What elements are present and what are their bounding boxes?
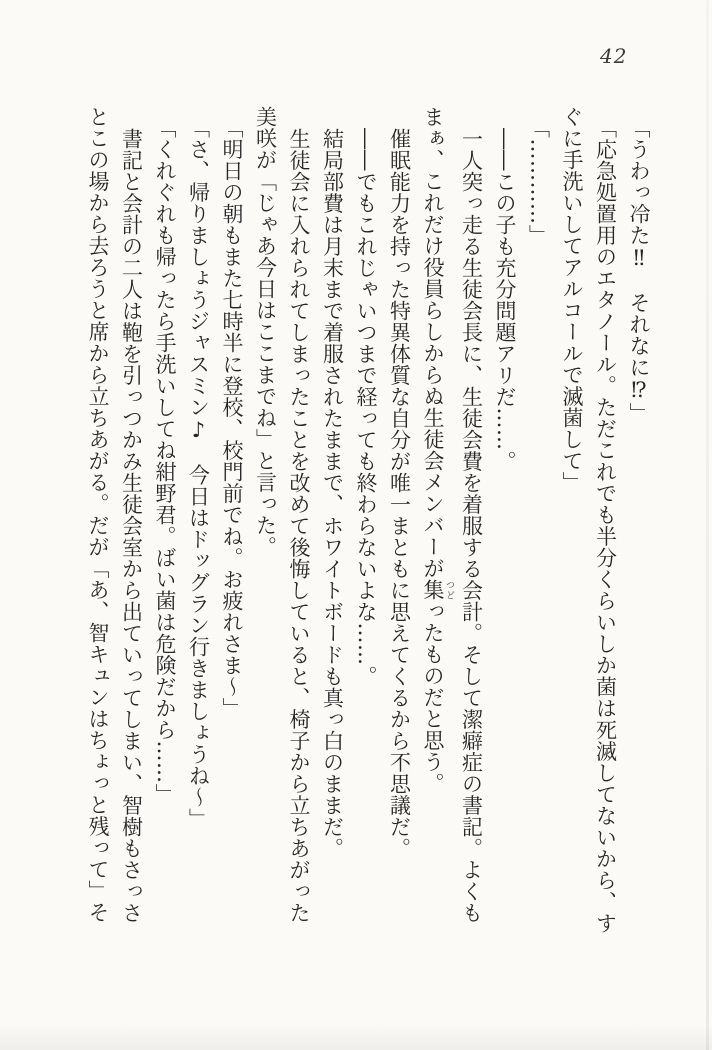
text-line: 一人突っ走る生徒会長に、生徒会費を着服する会計。そして潔癖症の書記。よくも: [459, 128, 484, 924]
page-edge-shadow: [706, 0, 709, 1050]
text-line: とこの場から去ろうと席から立ちあがる。だが「あ、智キュンはちょっと残って」そ: [86, 106, 110, 923]
page-number: 42: [600, 44, 628, 68]
text-line: ぐに手洗いしてアルコールで滅菌して」: [560, 106, 584, 493]
text-line: 美咲が「じゃあ今日はここまでね」と言った。: [253, 106, 278, 558]
text-line: 結局部費は月末まで着服されたままで、ホワイトボードも真っ白のままだ。: [320, 128, 345, 859]
vertical-text-block: [81, 106, 656, 951]
page-bottom-shade: [0, 1024, 712, 1050]
text-line: 「うわっ冷た‼ それなに⁉」: [627, 117, 651, 424]
text-line: まぁ、これだけ役員らしからぬ生徒会メンバーが集 つどったものだと思う。: [421, 106, 454, 794]
text-line: 「さ、帰りましょうジャスミン♪ 今日はドッグラン行きましょうね〜」: [186, 117, 211, 830]
text-line: 催眠能力を持った特異体質な自分が唯一まともに思えてくるから不思議だ。: [387, 128, 412, 859]
text-line: 「くれぐれも帰ったら手洗いしてね紺野君。ばい菌は危険だから……」: [153, 117, 177, 805]
text-line: 書記と会計の二人は鞄を引っつかみ生徒会室から出ていってしまい、智樹もさっさ: [119, 128, 144, 924]
text-line: ――でもこれじゃいつまで経っても終わらないよな……。: [354, 128, 378, 687]
text-line: 「…………」: [526, 117, 551, 246]
ruby-annotated-word: 集 つど: [421, 579, 454, 601]
text-line: ――この子も充分問題アリだ……。: [493, 128, 517, 472]
text-line: 「応急処置用のエタノール。ただこれでも半分くらいしか菌は死滅してないから、す: [593, 117, 618, 934]
text-line: 生徒会に入れられてしまったことを改めて後悔していると、椅子から立ちあがった: [287, 128, 311, 924]
text-line: 「明日の朝もまた七時半に登校、校門前でね。お疲れさま〜」: [220, 117, 244, 719]
